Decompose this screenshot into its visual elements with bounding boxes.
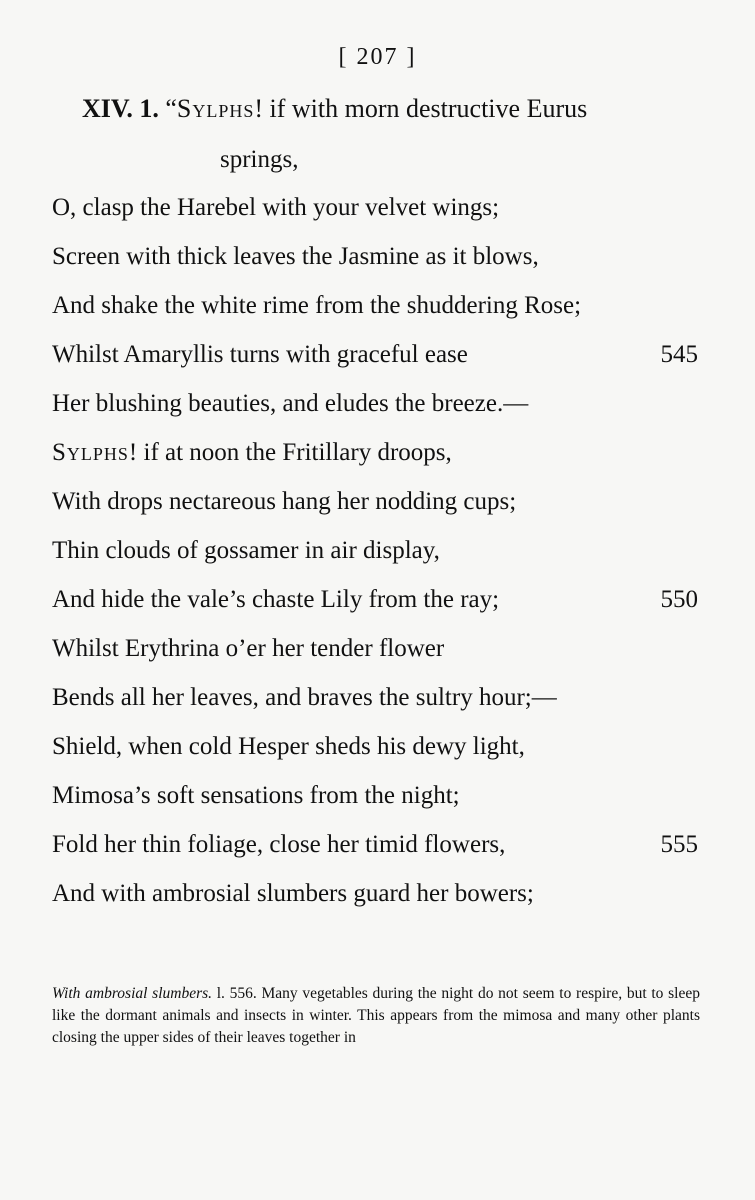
poem-line: O, clasp the Harebel with your velvet wings; (52, 194, 500, 221)
sylphs-word: Sylphs (176, 94, 255, 123)
poem-line-text: ! if at noon the Fritillary droops, (128, 439, 452, 466)
line-number: 550 (660, 586, 698, 613)
open-quote: “ (165, 94, 177, 123)
line-number: 555 (660, 831, 698, 858)
poem-line: Whilst Erythrina o’er her tender flower (52, 635, 445, 662)
page-number: [ 207 ] (338, 44, 417, 70)
poem-line: Thin clouds of gossamer in air display, (52, 537, 440, 564)
footnote (52, 983, 700, 1049)
footnote-lead: With ambrosial slumbers. (52, 985, 213, 1002)
poem-line: Mimosa’s soft sensations from the night; (52, 782, 460, 809)
poem-line: Bends all her leaves, and braves the sultry hour;— (52, 684, 557, 711)
poem-line: Whilst Amaryllis turns with graceful ease (52, 341, 468, 368)
poem-line: Her blushing beauties, and eludes the breeze.— (52, 390, 529, 417)
poem-line: Screen with thick leaves the Jasmine as it blows, (52, 243, 539, 270)
poem-line: And shake the white rime from the shuddering Rose; (52, 292, 582, 319)
footnote-body: l. 556. Many vegetables during the night do not seem to respire, but to sleep like the dormant animals and insects in winter. This appears from the mimosa and many other plants closing the upper sides of their leaves together in (52, 985, 700, 1046)
section-number: XIV. 1. (82, 94, 159, 123)
poem-line: And with ambrosial slumbers guard her bowers; (52, 880, 534, 907)
poem-line: Fold her thin foliage, close her timid flowers, (52, 831, 506, 858)
poem-line: And hide the vale’s chaste Lily from the ray; (52, 586, 500, 613)
heading-continuation: springs, (220, 146, 299, 173)
sylphs-word: Sylphs (52, 439, 129, 466)
heading-text: ! if with morn destructive Eurus (254, 94, 588, 123)
poem-line: With drops nectareous hang her nodding cups; (52, 488, 517, 515)
line-number: 545 (660, 341, 698, 368)
canto-heading (82, 94, 587, 124)
poem-line (52, 439, 452, 467)
poem-line: Shield, when cold Hesper sheds his dewy light, (52, 733, 525, 760)
